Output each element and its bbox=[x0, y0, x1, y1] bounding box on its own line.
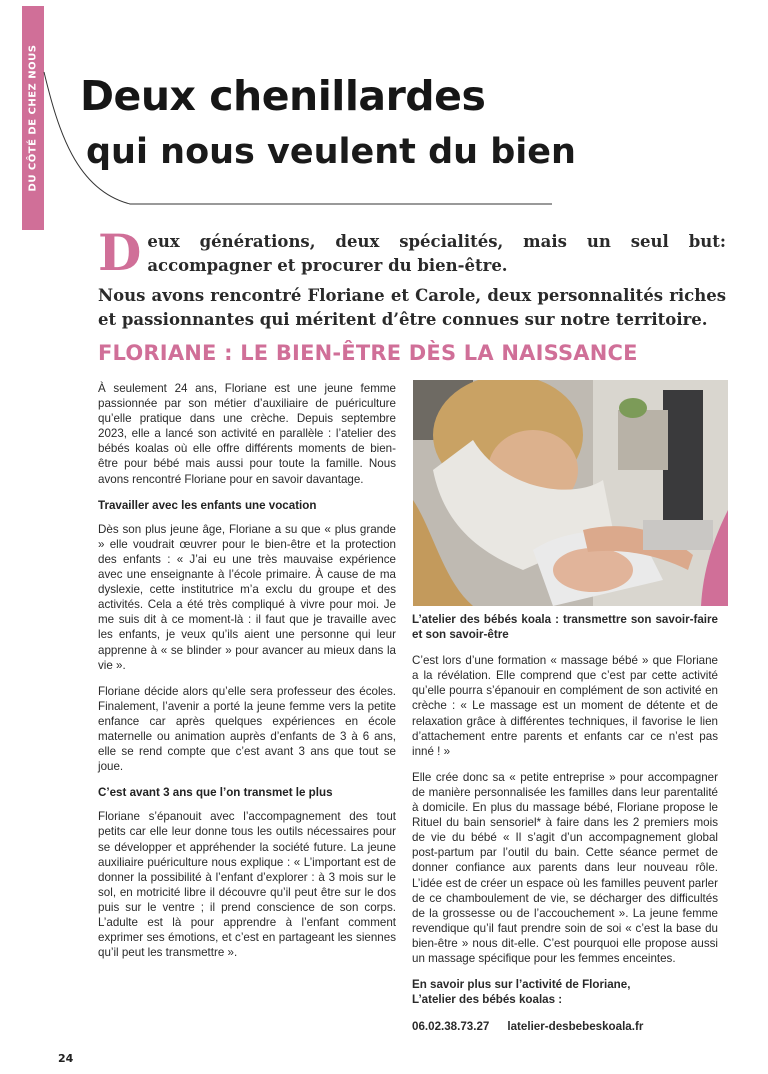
paragraph: Floriane s’épanouit avec l’accompagnement des tout petits car elle leur donne tous les outils nécessaires pour se développer et appréhender la société future. La jeune auxiliaire puériculture nous explique : « L’important est de donner la possibilité à l’enfant d’explorer : à 3 mois sur le sol, en motricité libre il découvre qu’il peut être sur le dos puis sur le ventre ; il prend conscience de son corps. L’adulte est là pour apprendre à l’enfant comment exprimer ses émotions, et c’est en partageant les siennes qu’il peut les transmettre ». bbox=[98, 810, 396, 960]
phone-number: 06.02.38.73.27 bbox=[412, 1020, 490, 1034]
lead-paragraph-2: Nous avons rencontré Floriane et Carole, deux personnalités riches et passionnantes qui méritent d’être connues sur notre territoire. bbox=[98, 286, 726, 329]
drop-cap: D bbox=[98, 223, 142, 282]
title-line-2: qui nous veulent du bien bbox=[86, 132, 576, 172]
contact-row bbox=[412, 1019, 718, 1034]
page-number: 24 bbox=[58, 1052, 74, 1065]
subheading-before-3: C’est avant 3 ans que l’on transmet le plus bbox=[98, 786, 333, 800]
lead-paragraph bbox=[98, 223, 726, 282]
website-link[interactable]: latelier-desbebeskoala.fr bbox=[507, 1020, 644, 1034]
photo-caption: L’atelier des bébés koala : transmettre son savoir-faire et son savoir-être bbox=[412, 613, 718, 642]
info-line-1: En savoir plus sur l’activité de Floriane, bbox=[412, 978, 631, 992]
right-column bbox=[412, 612, 718, 1034]
paragraph: C’est lors d’une formation « massage bébé » que Floriane a la révélation. Elle comprend que c’est par cette activité qu’elle pourra s’épanouir en complément de son activité en crèche : « Le massage est un moment de détente et de relaxation grâce à différentes techniques, il favorise le lien d’attachement entre parents et enfants car ce n’est pas inné ! » bbox=[412, 654, 718, 758]
subheading-vocation: Travailler avec les enfants une vocation bbox=[98, 498, 317, 512]
left-column bbox=[98, 381, 396, 971]
title-line-1: Deux chenillardes bbox=[80, 72, 486, 120]
paragraph: Floriane décide alors qu’elle sera professeur des écoles. Finalement, l’avenir a porté la jeune femme vers la petite enfance car après quelques expériences en école maternelle ou animation auprès d’enfants de 3 à 6 ans, elle se rend compte que c’est avant 3 ans que tout se joue. bbox=[98, 684, 396, 774]
intro-paragraph: À seulement 24 ans, Floriane est une jeune femme passionnée par son métier d’auxiliaire de puériculture qu’elle pratique dans une crèche. Depuis septembre 2023, elle a lancé son activité en parallèle : l’atelier des bébés koalas où elle offre différents moments de bien-être pour bébé mais aussi pour toute la famille. Nous avons rencontré Floriane pour en savoir davantage. bbox=[98, 382, 396, 486]
section-heading: FLORIANE : LE BIEN-ÊTRE DÈS LA NAISSANCE bbox=[98, 341, 638, 365]
article-photo bbox=[413, 380, 728, 606]
lead-text: eux générations, deux spécialités, mais un seul but: accompagner et procurer du bien-être. bbox=[147, 232, 726, 275]
paragraph: Dès son plus jeune âge, Floriane a su que « plus grande » elle voudrait œuvrer pour le bien-être et la protection des enfants : « J’ai eu une très mauvaise expérience avec une enseignante à l’école primaire. À cause de ma dyslexie, cette institutrice m’a exclu du groupe et des activités. Cela a été très compliqué à vivre pour moi. Je me suis dit à ce moment-là : il faut que je travaille avec les enfants, je veux qu’ils aient une personne qui leur apprenne à « se blinder » pour avancer au mieux dans la vie ». bbox=[98, 522, 396, 672]
info-line-2: L’atelier des bébés koalas : bbox=[412, 993, 563, 1007]
paragraph: Elle crée donc sa « petite entreprise » pour accompagner de manière personnalisée les familles dans leur parentalité à domicile. En plus du massage bébé, Floriane propose le Rituel du bain sensoriel* à faire dans les 2 premiers mois de vie du bébé « Il s’agit d’un accompagnement global post-partum par l’outil du bain. Cette séance permet de donner confiance aux parents dans leur nouveau rôle. L’idée est de créer un espace où les familles peuvent parler de ce chamboulement de vie, se décharger des difficultés de la grossesse ou de l’accouchement ». La jeune femme revendique qu’il faut prendre soin de soi « c’est la base du bien-être » nous dit-elle. C’est pourquoi elle propose aussi un massage spécifique pour les femmes enceintes. bbox=[412, 770, 718, 965]
section-label: DU CÔTÉ DE CHEZ NOUS bbox=[27, 44, 39, 192]
photo-illustration bbox=[413, 380, 728, 606]
